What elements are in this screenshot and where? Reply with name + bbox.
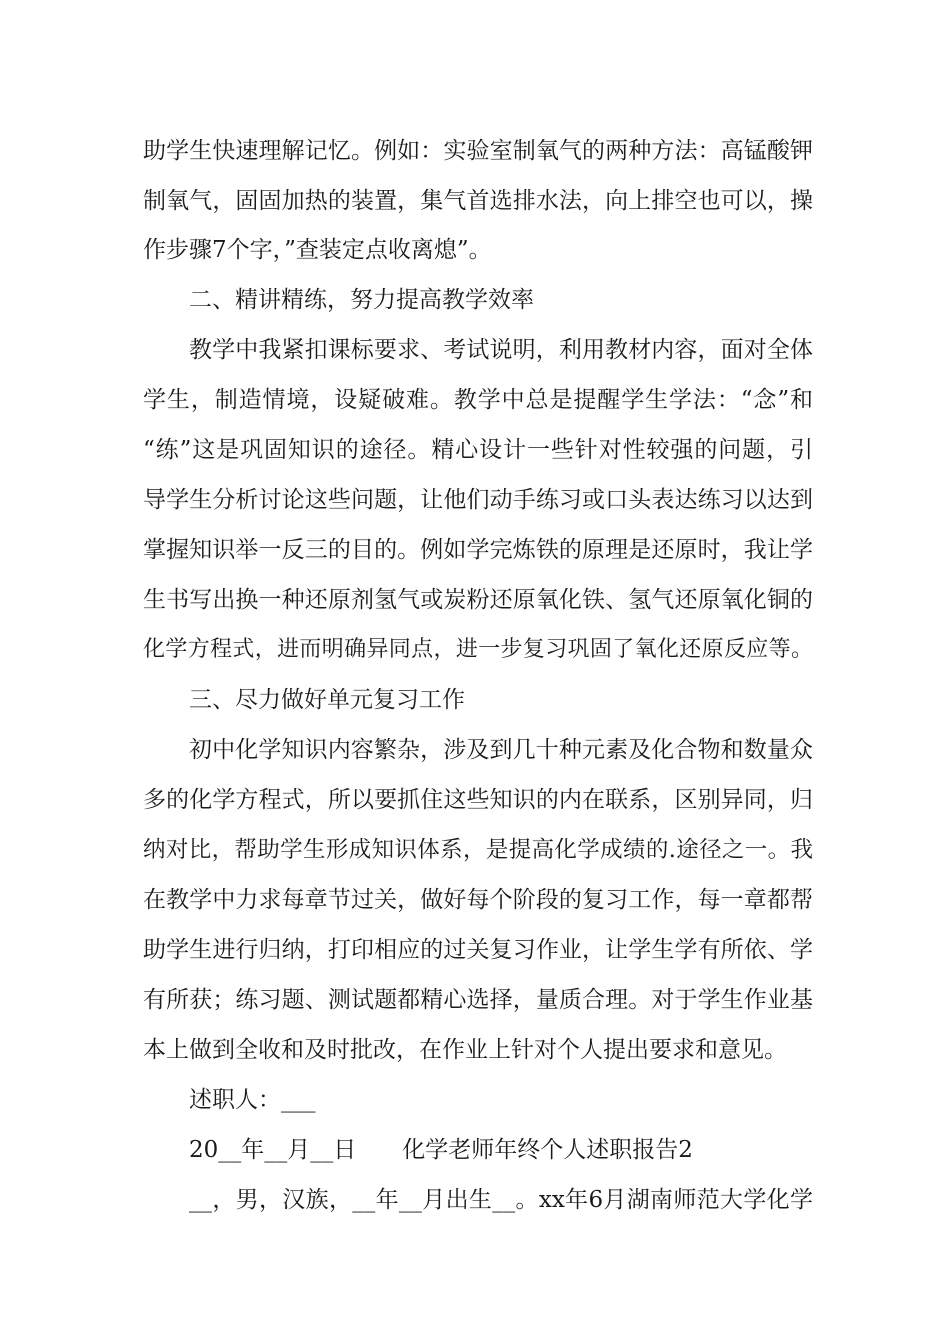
paragraph-line: 掌握知识举一反三的目的。例如学完炼铁的原理是还原时，我让学 bbox=[143, 537, 813, 563]
paragraph-line: 有所获；练习题、测试题都精心选择，量质合理。对于学生作业基 bbox=[143, 987, 813, 1013]
paragraph-line: __，男，汉族，__年__月出生__。xx年6月湖南师范大学化学 bbox=[189, 1187, 813, 1213]
paragraph-line: 制氧气，固固加热的装置，集气首选排水法，向上排空也可以，操 bbox=[143, 188, 813, 214]
paragraph-line: 初中化学知识内容繁杂，涉及到几十种元素及化合物和数量众 bbox=[189, 737, 813, 763]
section-heading: 二、精讲精练，努力提高教学效率 bbox=[189, 287, 534, 313]
paragraph-line: 导学生分析讨论这些问题，让他们动手练习或口头表达练习以达到 bbox=[143, 487, 813, 513]
paragraph-line: 作步骤7个字，”查装定点收离熄”。 bbox=[143, 237, 492, 263]
paragraph-line: 教学中我紧扣课标要求、考试说明，利用教材内容，面对全体 bbox=[189, 337, 813, 363]
paragraph-line: 在教学中力求每章节过关，做好每个阶段的复习工作，每一章都帮 bbox=[143, 887, 813, 913]
date-and-title-line: 20__年__月__日 化学老师年终个人述职报告2 bbox=[189, 1137, 693, 1163]
paragraph-line: “练”这是巩固知识的途径。精心设计一些针对性较强的问题，引 bbox=[143, 437, 813, 463]
section-heading: 三、尽力做好单元复习工作 bbox=[189, 687, 465, 713]
paragraph-line: 本上做到全收和及时批改，在作业上针对个人提出要求和意见。 bbox=[143, 1037, 787, 1063]
signature-line: 述职人：___ bbox=[189, 1087, 316, 1113]
paragraph-line: 学生，制造情境，设疑破难。教学中总是提醒学生学法：“念”和 bbox=[143, 387, 813, 413]
paragraph-line: 助学生快速理解记忆。例如：实验室制氧气的两种方法：高锰酸钾 bbox=[143, 138, 813, 164]
paragraph-line: 多的化学方程式，所以要抓住这些知识的内在联系，区别异同，归 bbox=[143, 787, 813, 813]
paragraph-line: 化学方程式，进而明确异同点，进一步复习巩固了氧化还原反应等。 bbox=[143, 637, 813, 662]
paragraph-line: 生书写出换一种还原剂氢气或炭粉还原氧化铁、氢气还原氧化铜的 bbox=[143, 587, 813, 613]
paragraph-line: 纳对比，帮助学生形成知识体系，是提高化学成绩的.途径之一。我 bbox=[143, 837, 813, 863]
paragraph-line: 助学生进行归纳，打印相应的过关复习作业，让学生学有所依、学 bbox=[143, 937, 813, 963]
